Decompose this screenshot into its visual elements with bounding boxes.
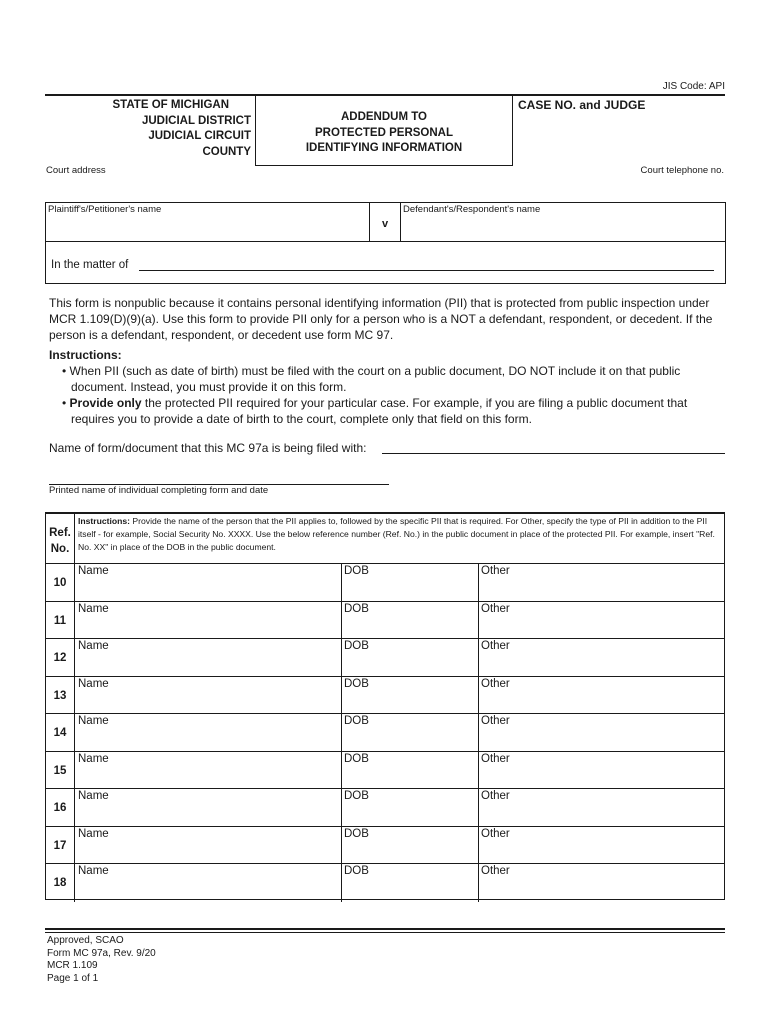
table-row <box>46 789 724 827</box>
instructions-heading: Instructions: <box>49 348 122 362</box>
dob-cell[interactable]: DOB <box>342 714 479 751</box>
dob-cell[interactable]: DOB <box>342 752 479 789</box>
name-cell[interactable]: Name <box>75 639 342 676</box>
ref-header-line-2: No. <box>50 543 70 555</box>
in-the-matter-of-label: In the matter of <box>51 259 129 271</box>
table-row <box>46 602 724 640</box>
form-name-field[interactable] <box>382 453 725 454</box>
other-cell[interactable]: Other <box>481 790 510 802</box>
dob-cell[interactable]: DOB <box>342 827 479 864</box>
instructions-list <box>62 363 727 427</box>
dob-cell[interactable]: DOB <box>342 564 479 601</box>
name-cell[interactable]: Name <box>75 864 342 902</box>
footer-page: Page 1 of 1 <box>47 972 99 984</box>
judicial-district-label: JUDICIAL DISTRICT <box>141 114 251 127</box>
table-instructions <box>75 514 724 564</box>
state-label: STATE OF MICHIGAN <box>112 99 229 111</box>
pii-table <box>45 512 725 900</box>
table-row <box>46 677 724 715</box>
other-cell[interactable]: Other <box>481 827 510 840</box>
form-footer <box>47 935 156 985</box>
court-telephone-label: Court telephone no. <box>640 165 724 176</box>
court-address-label: Court address <box>46 165 106 176</box>
table-row <box>46 639 724 677</box>
ref-number: 16 <box>46 789 75 826</box>
other-cell[interactable]: Other <box>481 865 510 877</box>
table-row <box>46 827 724 865</box>
ref-number: 17 <box>46 827 75 864</box>
name-cell[interactable]: Name <box>75 602 342 639</box>
ref-number: 12 <box>46 639 75 676</box>
judicial-circuit-label: JUDICIAL CIRCUIT <box>148 130 251 142</box>
footer-mcr: MCR 1.109 <box>47 960 98 971</box>
footer-form-number: Form MC 97a, Rev. 9/20 <box>47 947 156 959</box>
table-row <box>46 864 724 902</box>
ref-number: 14 <box>46 714 75 751</box>
defendant-label: Defendant's/Respondent's name <box>403 204 541 215</box>
other-cell[interactable]: Other <box>481 640 510 652</box>
other-cell[interactable]: Other <box>481 602 510 615</box>
table-row <box>46 714 724 752</box>
intro-paragraph: This form is nonpublic because it contains personal identifying information (PII) that is protected from public inspection under MCR 1.109(D)(9)(a). Use this form to provide PII only for a person who is a NOT a defendant, respondent, or decedent. If the person is a defendant, respondent, or decedent use form MC 97. <box>49 296 713 342</box>
title-line-3: IDENTIFYING INFORMATION <box>305 142 463 154</box>
case-number-field[interactable] <box>513 96 725 166</box>
title-line-1: ADDENDUM TO <box>340 111 428 123</box>
versus-label: v <box>370 203 401 242</box>
form-title <box>256 96 513 166</box>
form-name-label: Name of form/document that this MC 97a is being filed with: <box>49 441 367 455</box>
other-cell[interactable]: Other <box>481 677 510 690</box>
parties-section <box>45 202 726 284</box>
instruction-bullet-1: • When PII (such as date of birth) must be filed with the court on a public document, DO NOT include it on that public document. Instead, you must provide it on this form. <box>62 364 681 394</box>
ref-header-line-1: Ref. <box>49 527 71 539</box>
instruction-bullet-2: • Provide only the protected PII required for your particular case. For example, if you are filing a public document that requires you to provide a date of birth to the court, complete only that field on this form. <box>62 396 688 426</box>
table-instructions-heading: Instructions: <box>78 516 131 526</box>
case-number-label: CASE NO. and JUDGE <box>518 98 646 112</box>
dob-cell[interactable]: DOB <box>342 677 479 714</box>
footer-rule-thin <box>45 932 725 933</box>
other-cell[interactable]: Other <box>481 752 510 765</box>
ref-number: 15 <box>46 752 75 789</box>
form-header <box>45 94 725 164</box>
ref-number: 10 <box>46 564 75 601</box>
other-cell[interactable]: Other <box>481 715 510 727</box>
jis-code: JIS Code: API <box>662 81 725 92</box>
name-cell[interactable]: Name <box>75 789 342 826</box>
other-cell[interactable]: Other <box>481 565 510 577</box>
name-cell[interactable]: Name <box>75 752 342 789</box>
ref-number: 18 <box>46 864 75 902</box>
instruction-bullet-1-text: When PII (such as date of birth) must be filed with the court on a public document, DO NOT include it on that public document. Instead, you must provide it on this form. <box>69 364 681 394</box>
name-cell[interactable]: Name <box>75 827 342 864</box>
dob-cell[interactable]: DOB <box>342 602 479 639</box>
table-row <box>46 752 724 790</box>
title-line-2: PROTECTED PERSONAL <box>314 126 453 139</box>
defendant-name-field[interactable] <box>401 203 725 242</box>
table-row <box>46 564 724 602</box>
dob-cell[interactable]: DOB <box>342 789 479 826</box>
printed-name-label: Printed name of individual completing form and date <box>49 485 269 496</box>
instruction-bullet-2-bold: Provide only <box>69 396 142 410</box>
ref-number: 11 <box>46 602 75 639</box>
footer-approved: Approved, SCAO <box>47 935 124 946</box>
footer-rule <box>45 928 725 930</box>
table-instructions-text: Provide the name of the person that the PII applies to, followed by the specific PII that is required. For Other, specify the type of PII in addition to the PII itself - for example, Social Security No. XXXX. Use the below reference number (Ref. No.) in the public document in place of the protected PII. For example, insert "Ref. No. XX" in place of the DOB in the public document. <box>78 516 715 552</box>
name-cell[interactable]: Name <box>75 677 342 714</box>
plaintiff-name-field[interactable] <box>46 203 370 242</box>
in-the-matter-of-field[interactable] <box>139 270 714 271</box>
instruction-bullet-2-text: the protected PII required for your particular case. For example, if you are filing a public document that requires you to provide a date of birth to the court, complete only that field on this form. <box>71 396 688 426</box>
court-identification <box>45 96 256 166</box>
dob-cell[interactable]: DOB <box>342 639 479 676</box>
ref-no-header <box>46 514 75 564</box>
name-cell[interactable]: Name <box>75 714 342 751</box>
name-cell[interactable]: Name <box>75 564 342 601</box>
dob-cell[interactable]: DOB <box>342 864 479 902</box>
plaintiff-label: Plaintiff's/Petitioner's name <box>48 204 162 215</box>
ref-number: 13 <box>46 677 75 714</box>
county-label: COUNTY <box>202 145 251 158</box>
